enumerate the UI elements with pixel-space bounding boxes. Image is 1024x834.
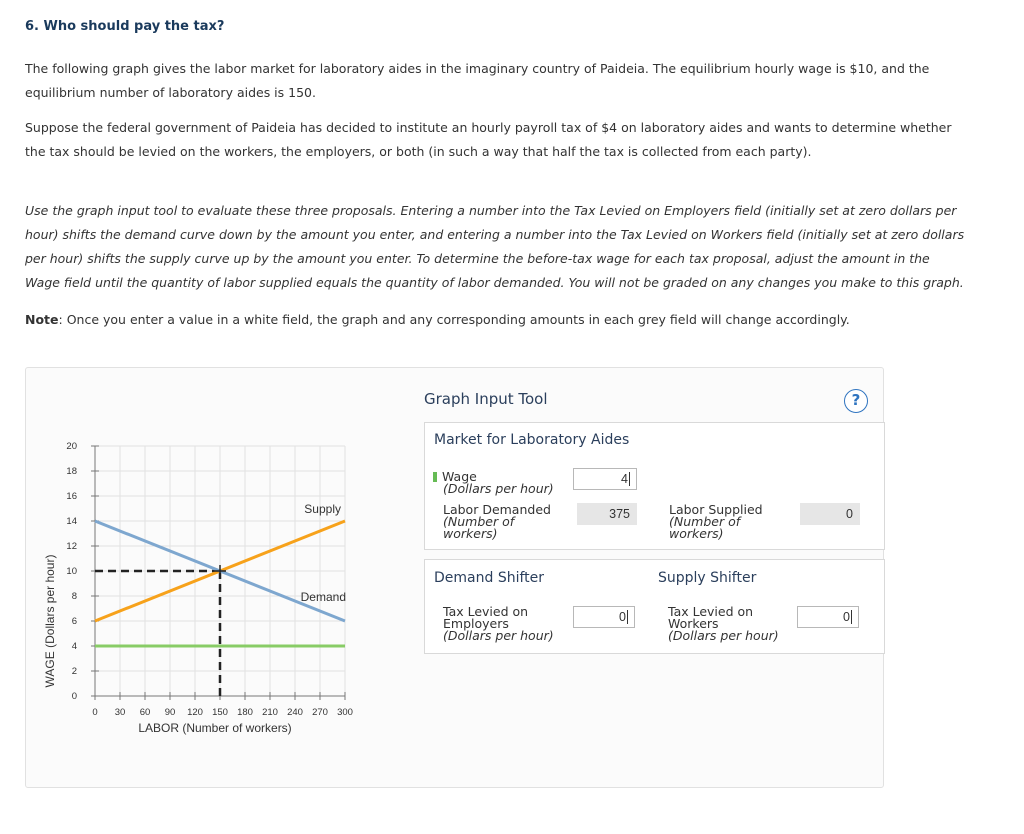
y-tick-label: 6	[71, 616, 77, 627]
x-tick-label: 30	[114, 707, 126, 718]
graph-panel	[25, 367, 884, 788]
employer-tax-label-group	[443, 606, 554, 642]
wage-label-group	[433, 471, 554, 495]
question-title: 6. Who should pay the tax?	[25, 19, 225, 34]
employer-tax-unit: (Dollars per hour)	[443, 628, 554, 643]
wage-input-value: 4	[621, 472, 628, 486]
labor-demanded-unit: (Number of workers)	[443, 514, 515, 541]
labor-demanded-value: 375	[577, 503, 637, 525]
y-axis-title: WAGE (Dollars per hour)	[43, 554, 57, 688]
supply-label: Supply	[304, 502, 341, 516]
y-tick-label: 12	[66, 541, 77, 552]
x-tick-label: 90	[164, 707, 176, 718]
worker-tax-unit: (Dollars per hour)	[668, 628, 779, 643]
instructions-paragraph: Use the graph input tool to evaluate these three proposals. Entering a number into the Tax Levied on Employers field (initially set at zero dollars per hour) shifts the demand curve down by the amount you enter, and entering a number into the Tax Levied on Workers field (initially set at zero dollars per hour) shifts the supply curve up by the amount you enter. To determine the before-tax wage for each tax proposal, adjust the amount in the Wage field until the quantity of labor supplied equals the quantity of labor demanded. You will not be graded on any changes you make to this graph.	[25, 203, 965, 290]
employer-tax-input[interactable]	[573, 606, 635, 628]
employer-tax-label: Tax Levied on Employers	[443, 604, 529, 631]
demand-shifter-title: Demand Shifter	[434, 570, 545, 586]
graph-input-tool-title: Graph Input Tool	[424, 390, 548, 408]
y-tick-label: 16	[66, 491, 77, 502]
x-tick-label: 270	[312, 707, 328, 718]
y-tick-label: 2	[71, 666, 77, 677]
x-tick-label: 210	[262, 707, 278, 718]
y-tick-label: 4	[71, 641, 77, 652]
x-tick-label: 60	[139, 707, 151, 718]
note-label: Note	[25, 312, 59, 327]
x-tick-label: 300	[337, 707, 353, 718]
wage-input[interactable]	[573, 468, 637, 490]
help-button[interactable]: ?	[844, 389, 868, 413]
worker-tax-label: Tax Levied on Workers	[668, 604, 754, 631]
shifter-box	[424, 559, 885, 654]
y-tick-label: 20	[66, 441, 77, 452]
x-axis-title: LABOR (Number of workers)	[138, 721, 292, 735]
supply-shifter-title: Supply Shifter	[658, 570, 757, 586]
y-tick-label: 8	[71, 591, 77, 602]
labor-supplied-value: 0	[800, 503, 860, 525]
y-tick-label: 0	[71, 691, 77, 702]
y-tick-label: 10	[66, 566, 77, 577]
note-text: : Once you enter a value in a white field, the graph and any corresponding amounts in each grey field will change accordingly.	[58, 312, 850, 327]
x-tick-label: 150	[212, 707, 228, 718]
worker-tax-value: 0	[843, 610, 850, 624]
labor-supplied-label-group	[669, 504, 764, 540]
worker-tax-label-group	[668, 606, 779, 642]
tax-paragraph: Suppose the federal government of Paideia has decided to institute an hourly payroll tax of $4 on laboratory aides and wants to determine whether the tax should be levied on the workers, the employers, or both (in such a way that half the tax is collected from each party).	[25, 120, 952, 159]
wage-unit: (Dollars per hour)	[443, 481, 554, 496]
note-paragraph	[25, 308, 965, 332]
worker-tax-input[interactable]	[797, 606, 859, 628]
market-box	[424, 422, 885, 550]
employer-tax-value: 0	[619, 610, 626, 624]
labor-market-chart[interactable]	[26, 368, 416, 789]
wage-label: Wage	[442, 469, 477, 484]
x-tick-label: 120	[187, 707, 203, 718]
labor-supplied-label: Labor Supplied	[669, 502, 763, 517]
labor-supplied-unit: (Number of workers)	[669, 514, 741, 541]
y-tick-label: 18	[66, 466, 77, 477]
labor-demanded-label-group	[443, 504, 551, 540]
intro-paragraph: The following graph gives the labor market for laboratory aides in the imaginary country of Paideia. The equilibrium hourly wage is $10, and the equilibrium number of laboratory aides is 150.	[25, 61, 930, 100]
x-tick-label: 180	[237, 707, 253, 718]
x-tick-label: 240	[287, 707, 303, 718]
wage-legend-marker	[433, 472, 437, 482]
x-tick-label: 0	[92, 707, 98, 718]
y-tick-label: 14	[66, 516, 77, 527]
market-title: Market for Laboratory Aides	[434, 432, 630, 448]
demand-label: Demand	[300, 590, 346, 604]
labor-demanded-label: Labor Demanded	[443, 502, 551, 517]
labels	[43, 441, 353, 735]
